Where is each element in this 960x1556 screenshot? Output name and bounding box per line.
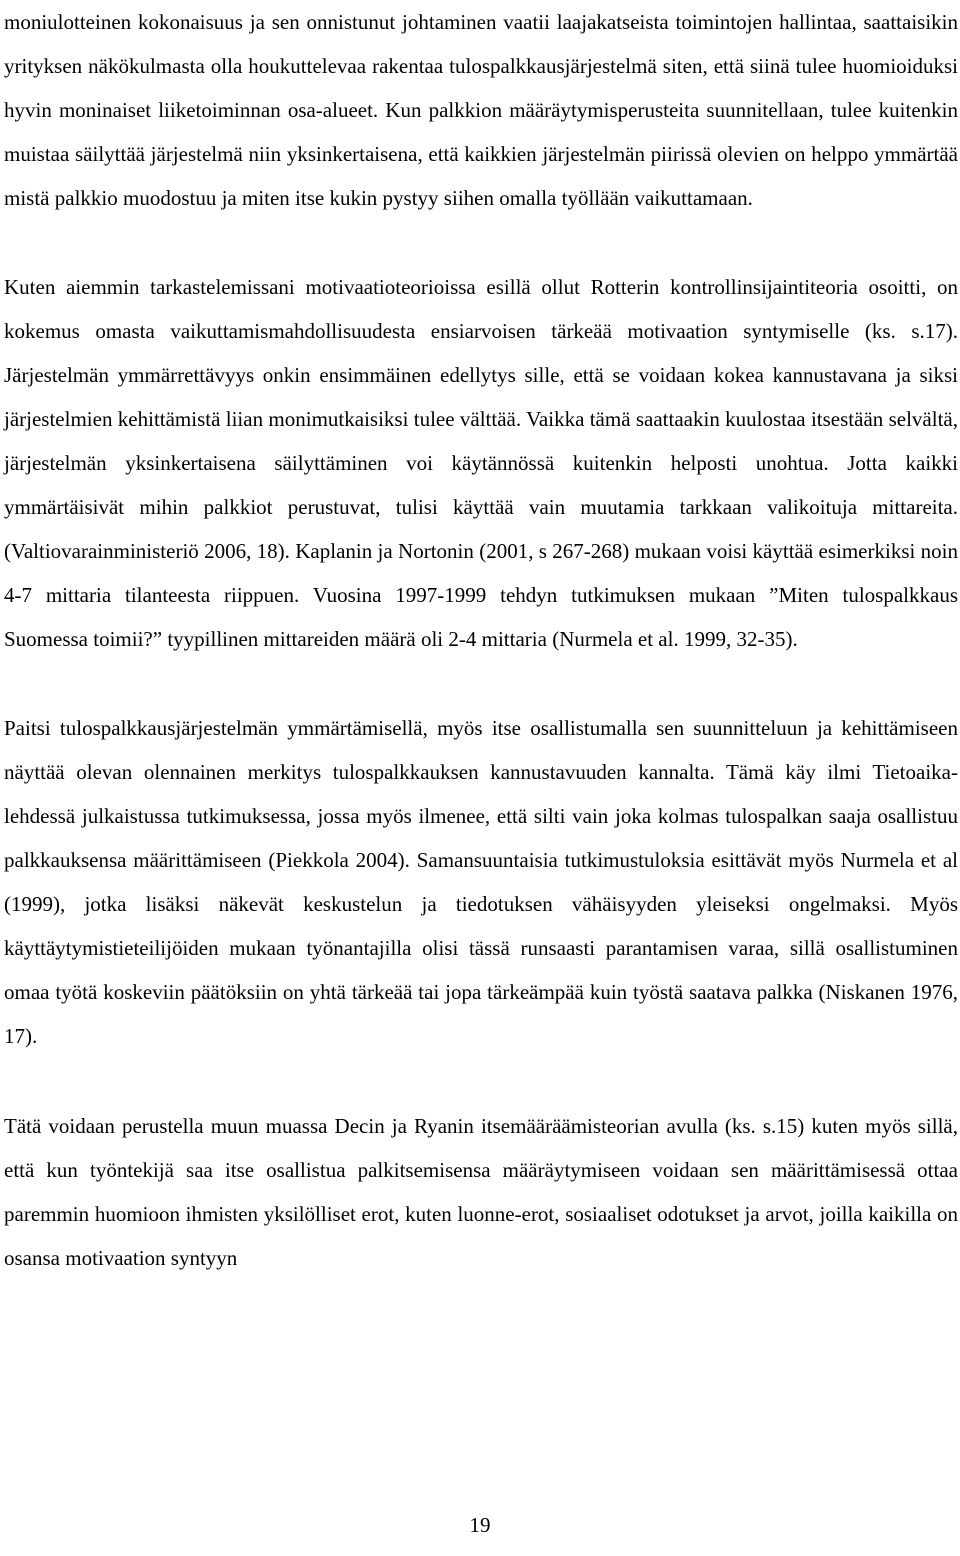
- document-body: [4, 0, 958, 1280]
- page-number: 19: [469, 1513, 491, 1537]
- paragraph-4: Tätä voidaan perustella muun muassa Decin ja Ryanin itsemääräämisteorian avulla (ks. s.15) kuten myös sillä, että kun työntekijä saa itse osallistua palkitsemisensa määräytymiseen voidaan sen määrittämisessä ottaa paremmin huomioon ihmisten yksilölliset erot, kuten luonne-erot, sosiaaliset odotukset ja arvot, joilla kaikilla on osansa motivaation syntyyn: [4, 1114, 958, 1270]
- paragraph-3: Paitsi tulospalkkausjärjestelmän ymmärtämisellä, myös itse osallistumalla sen suunnitteluun ja kehittämiseen näyttää olevan olennainen merkitys tulospalkkauksen kannustavuuden kannalta. Tämä käy ilmi Tietoaika-lehdessä julkaistussa tutkimuksessa, jossa myös ilmenee, että silti vain joka kolmas tulospalkan saaja osallistuu palkkauksensa määrittämiseen (Piekkola 2004). Samansuuntaisia tutkimustuloksia esittävät myös Nurmela et al (1999), jotka lisäksi näkevät keskustelun ja tiedotuksen vähäisyyden yleiseksi ongelmaksi. Myös käyttäytymistieteilijöiden mukaan työnantajilla olisi tässä runsaasti parantamisen varaa, sillä osallistuminen omaa työtä koskeviin päätöksiin on yhtä tärkeää tai jopa tärkeämpää kuin työstä saatava palkka (Niskanen 1976, 17).: [4, 716, 958, 1048]
- paragraph-1: moniulotteinen kokonaisuus ja sen onnistunut johtaminen vaatii laajakatseista toimintojen hallintaa, saattaisikin yrityksen näkökulmasta olla houkuttelevaa rakentaa tulospalkkausjärjestelmä siten, että siinä tulee huomioiduksi hyvin moninaiset liiketoiminnan osa-alueet. Kun palkkion määräytymisperusteita suunnitellaan, tulee kuitenkin muistaa säilyttää järjestelmä niin yksinkertaisena, että kaikkien järjestelmän piirissä olevien on helppo ymmärtää mistä palkkio muodostuu ja miten itse kukin pystyy siihen omalla työllään vaikuttamaan.: [4, 10, 958, 210]
- paragraph-2: Kuten aiemmin tarkastelemissani motivaatioteorioissa esillä ollut Rotterin kontrollinsijaintiteoria osoitti, on kokemus omasta vaikuttamismahdollisuudesta ensiarvoisen tärkeää motivaation syntymiselle (ks. s.17). Järjestelmän ymmärrettävyys onkin ensimmäinen edellytys sille, että se voidaan kokea kannustavana ja siksi järjestelmien kehittämistä liian monimutkaisiksi tulee välttää. Vaikka tämä saattaakin kuulostaa itsestään selvältä, järjestelmän yksinkertaisena säilyttäminen voi käytännössä kuitenkin helposti unohtua. Jotta kaikki ymmärtäisivät mihin palkkiot perustuvat, tulisi käyttää vain muutamia tarkkaan valikoituja mittareita. (Valtiovarainministeriö 2006, 18). Kaplanin ja Nortonin (2001, s 267-268) mukaan voisi käyttää esimerkiksi noin 4-7 mittaria tilanteesta riippuen. Vuosina 1997-1999 tehdyn tutkimuksen mukaan ”Miten tulospalkkaus Suomessa toimii?” tyypillinen mittareiden määrä oli 2-4 mittaria (Nurmela et al. 1999, 32-35).: [4, 275, 958, 651]
